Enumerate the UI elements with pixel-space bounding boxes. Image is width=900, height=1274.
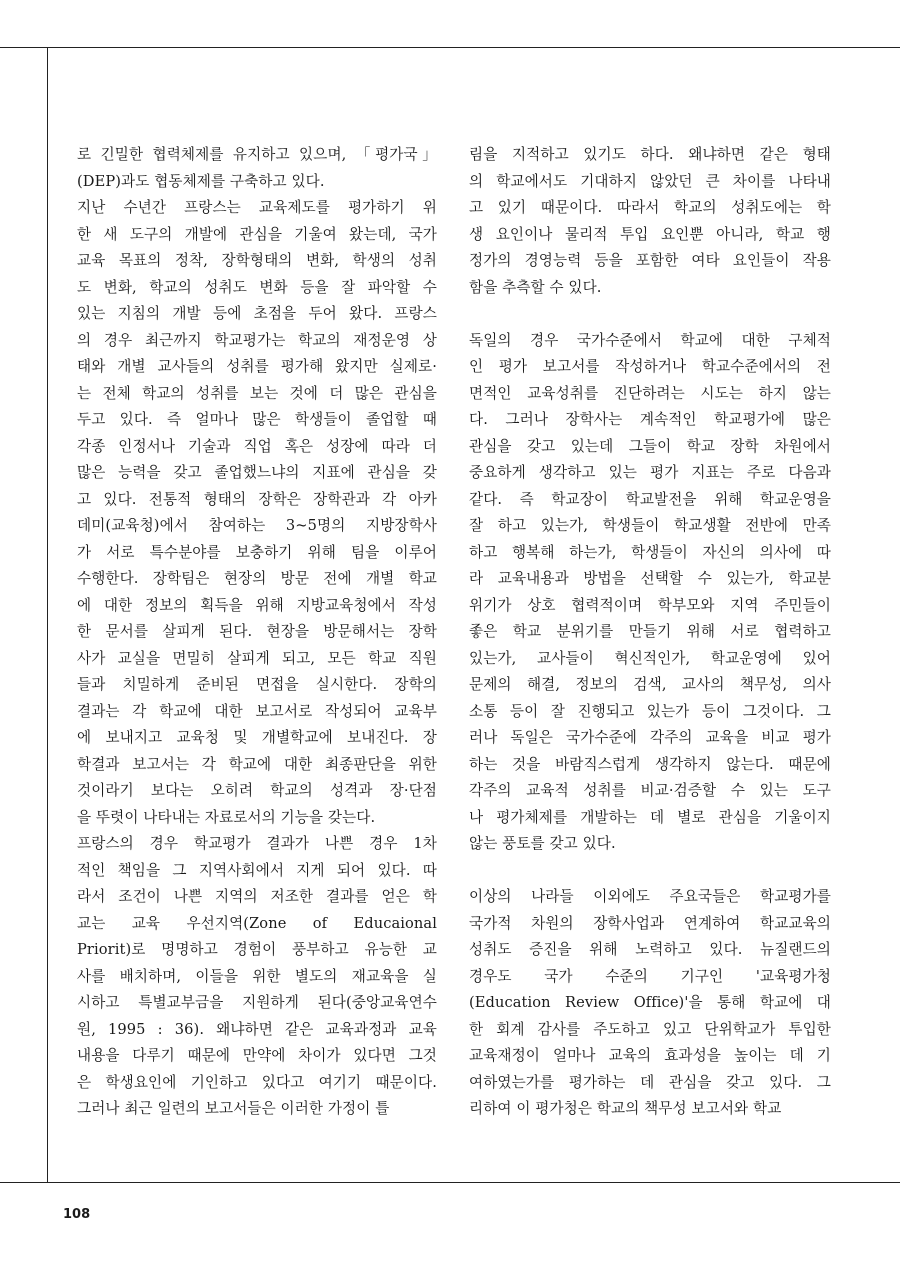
- text-line: 다. 그러나 장학사는 계속적인 학교평가에 많은: [469, 411, 831, 428]
- text-line: 도 변화, 학교의 성취도 변화 등을 잘 파악할 수: [77, 278, 437, 296]
- text-line: 사가 교실을 면밀히 살피게 되고, 모든 학교 직원: [77, 649, 437, 667]
- text-line: 는 전체 학교의 성취를 보는 것에 더 많은 관심을: [77, 384, 437, 402]
- text-line: 사를 배치하며, 이들을 위한 별도의 재교육을 실: [77, 967, 437, 985]
- text-line: 독일의 경우 국가수준에서 학교에 대한 구체적: [469, 331, 831, 349]
- text-line: 시하고 특별교부금을 지원하게 된다(중앙교육연수: [77, 994, 437, 1011]
- text-line: 라 교육내용과 방법을 선택할 수 있는가, 학교분: [469, 570, 831, 587]
- text-line: (Education Review Office)'을 통해 학교에 대: [469, 994, 831, 1011]
- text-line: 두고 있다. 즉 얼마나 많은 학생들이 졸업할 때: [77, 411, 437, 428]
- text-line: 여하였는가를 평가하는 데 관심을 갖고 있다. 그: [469, 1073, 831, 1091]
- text-line: 있는 지침의 개발 등에 초점을 두어 왔다. 프랑스: [77, 305, 437, 322]
- text-line: 프랑스의 경우 학교평가 결과가 나쁜 경우 1차: [77, 835, 437, 852]
- left-paragraph-2: [77, 195, 437, 831]
- page-frame-bottom-rule: [0, 1182, 900, 1183]
- right-paragraph-1: [469, 142, 831, 301]
- text-line: 있는가, 교사들이 혁신적인가, 학교운영에 있어: [469, 649, 831, 667]
- text-line: 수행한다. 장학팀은 현장의 방문 전에 개별 학교: [77, 570, 437, 587]
- text-line: 좋은 학교 분위기를 만들기 위해 서로 협력하고: [469, 623, 831, 640]
- text-line: 하는 것을 바람직스럽게 생각하지 않는다. 때문에: [469, 755, 831, 773]
- text-line: 리하여 이 평가청은 학교의 책무성 보고서와 학교: [469, 1100, 782, 1117]
- page-number: 108: [63, 1207, 91, 1222]
- text-line: Priorit)로 명명하고 경험이 풍부하고 유능한 교: [77, 941, 437, 958]
- text-line: 국가적 차원의 장학사업과 연계하여 학교교육의: [469, 914, 831, 932]
- right-paragraph-3: [469, 884, 831, 1123]
- left-column: [77, 142, 437, 1123]
- text-line: 은 학생요인에 기인하고 있다고 여기기 때문이다.: [77, 1073, 437, 1091]
- text-line: 교육 목표의 정착, 장학형태의 변화, 학생의 성취: [77, 252, 437, 269]
- text-line: 원, 1995 : 36). 왜냐하면 같은 교육과정과 교육: [77, 1020, 437, 1038]
- text-line: 잘 하고 있는가, 학생들이 학교생활 전반에 만족: [469, 517, 831, 534]
- text-line: 각종 인정서나 기술과 직업 혹은 성장에 따라 더: [77, 437, 437, 455]
- text-line: 의 경우 최근까지 학교평가는 학교의 재정운영 상: [77, 331, 437, 349]
- text-line: 중요하게 생각하고 있는 평가 지표는 주로 다음과: [469, 464, 831, 481]
- text-line: 고 있다. 전통적 형태의 장학은 장학관과 각 아카: [77, 490, 437, 508]
- text-line: 각주의 교육적 성취를 비교·검증할 수 있는 도구: [469, 782, 831, 799]
- text-line: 하고 행복해 하는가, 학생들이 자신의 의사에 따: [469, 543, 831, 561]
- page-frame-top-rule: [0, 47, 900, 48]
- left-paragraph-1: [77, 142, 437, 195]
- text-line: 들과 치밀하게 준비된 면접을 실시한다. 장학의: [77, 676, 437, 693]
- text-line: 가 서로 특수분야를 보충하기 위해 팀을 이루어: [77, 543, 437, 561]
- text-line: 고 있기 때문이다. 따라서 학교의 성취도에는 학: [469, 199, 831, 216]
- paragraph-gap: [469, 301, 831, 328]
- text-line: 성취도 증진을 위해 노력하고 있다. 뉴질랜드의: [469, 941, 831, 958]
- text-line: 태와 개별 교사들의 성취를 평가해 왔지만 실제로·: [77, 358, 437, 375]
- text-line: 결과는 각 학교에 대한 보고서로 작성되어 교육부: [77, 702, 437, 720]
- text-line: 적인 책임을 그 지역사회에서 지게 되어 있다. 따: [77, 861, 437, 879]
- page-frame-left-rule: [47, 47, 48, 1183]
- text-line: 지난 수년간 프랑스는 교육제도를 평가하기 위: [77, 199, 437, 216]
- text-line: 생 요인이나 물리적 투입 요인뿐 아니라, 학교 행: [469, 225, 831, 243]
- text-line: 경우도 국가 수준의 기구인 '교육평가청: [469, 967, 831, 985]
- text-line: 위기가 상호 협력적이며 학부모와 지역 주민들이: [469, 596, 831, 614]
- text-line: 한 회계 감사를 주도하고 있고 단위학교가 투입한: [469, 1020, 831, 1038]
- text-line: 한 문서를 살피게 된다. 현장을 방문해서는 장학: [77, 623, 437, 640]
- text-line: 한 새 도구의 개발에 관심을 기울여 왔는데, 국가: [77, 225, 437, 243]
- text-line: (DEP)과도 협동체제를 구축하고 있다.: [77, 172, 325, 190]
- text-line: 라서 조건이 나쁜 지역의 저조한 결과를 얻은 학: [77, 888, 437, 905]
- text-line: 학결과 보고서는 각 학교에 대한 최종판단을 위한: [77, 755, 437, 773]
- text-line: 데미(교육청)에서 참여하는 3~5명의 지방장학사: [77, 517, 437, 534]
- text-line: 인 평가 보고서를 작성하거나 학교수준에서의 전: [469, 358, 831, 375]
- text-line: 의 학교에서도 기대하지 않았던 큰 차이를 나타내: [469, 172, 831, 190]
- text-line: 정가의 경영능력 등을 포함한 여타 요인들이 작용: [469, 252, 831, 269]
- text-line: 같다. 즉 학교장이 학교발전을 위해 학교운영을: [469, 490, 831, 508]
- left-paragraph-3: [77, 831, 437, 1123]
- text-line: 로 긴밀한 협력체제를 유지하고 있으며, 「평가국」: [77, 146, 437, 163]
- text-line: 많은 능력을 갖고 졸업했느냐의 지표에 관심을 갖: [77, 464, 437, 481]
- text-line: 관심을 갖고 있는데 그들이 학교 장학 차원에서: [469, 437, 831, 455]
- paragraph-gap: [469, 858, 831, 885]
- right-paragraph-2: [469, 328, 831, 858]
- text-line: 림을 지적하고 있기도 하다. 왜냐하면 같은 형태: [469, 146, 831, 163]
- text-line: 그러나 최근 일련의 보고서들은 이러한 가정이 틀: [77, 1100, 390, 1117]
- text-line: 을 뚜렷이 나타내는 자료로서의 기능을 갖는다.: [77, 808, 376, 826]
- text-line: 않는 풍토를 갖고 있다.: [469, 835, 616, 852]
- text-line: 교는 교육 우선지역(Zone of Educaional: [77, 914, 437, 932]
- text-line: 것이라기 보다는 오히려 학교의 성격과 장·단점: [77, 782, 437, 799]
- text-line: 에 보내지고 교육청 및 개별학교에 보내진다. 장: [77, 729, 437, 746]
- text-line: 문제의 해결, 정보의 검색, 교사의 책무성, 의사: [469, 676, 831, 693]
- text-line: 함을 추측할 수 있다.: [469, 278, 602, 296]
- text-line: 내용을 다루기 때문에 만약에 차이가 있다면 그것: [77, 1047, 437, 1064]
- right-column: [469, 142, 831, 1123]
- text-line: 러나 독일은 국가수준에 각주의 교육을 비교 평가: [469, 729, 831, 746]
- text-line: 나 평가체제를 개발하는 데 별로 관심을 기울이지: [469, 808, 831, 826]
- text-line: 에 대한 정보의 획득을 위해 지방교육청에서 작성: [77, 596, 437, 614]
- text-line: 면적인 교육성취를 진단하려는 시도는 하지 않는: [469, 384, 831, 402]
- text-line: 소통 등이 잘 진행되고 있는가 등이 그것이다. 그: [469, 702, 831, 720]
- text-line: 이상의 나라들 이외에도 주요국들은 학교평가를: [469, 888, 831, 905]
- text-line: 교육재정이 얼마나 교육의 효과성을 높이는 데 기: [469, 1047, 831, 1064]
